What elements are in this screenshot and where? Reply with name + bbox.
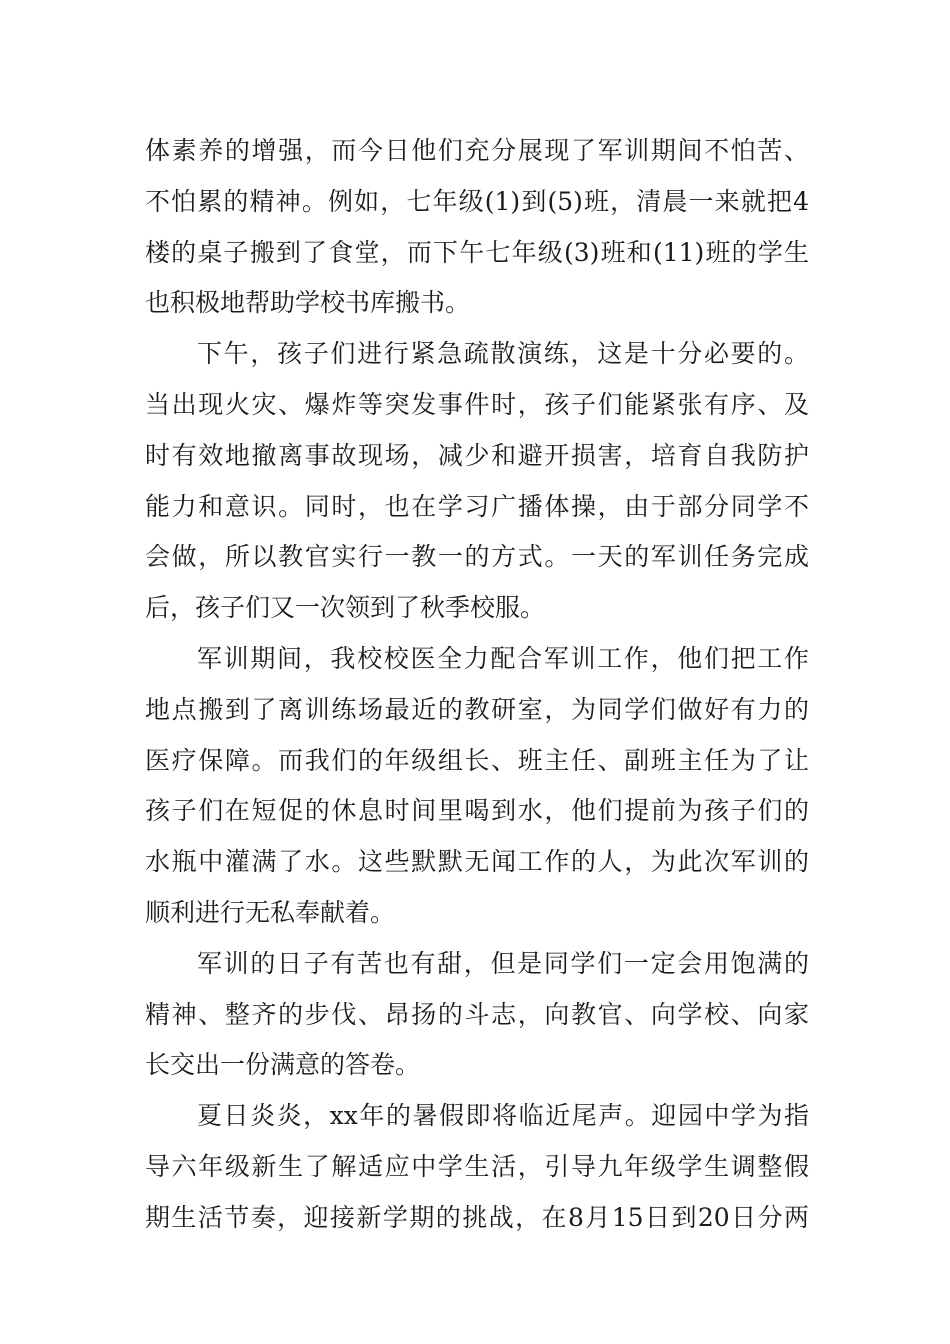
text-line: 孩子们在短促的休息时间里喝到水，他们提前为孩子们的 [145,796,809,826]
text-line: 体素养的增强，而今日他们充分展现了军训期间不怕苦、 [145,136,809,165]
text-line: 当出现火灾、爆炸等突发事件时，孩子们能紧张有序、及 [145,389,809,419]
text-line: 医疗保障。而我们的年级组长、班主任、副班主任为了让 [145,745,809,775]
text-line: 水瓶中灌满了水。这些默默无闻工作的人，为此次军训的 [145,847,809,877]
paragraph-first-line: 下午，孩子们进行紧急疏散演练，这是十分必要的。 [197,339,809,369]
document-body [145,126,809,1244]
text-line: 长交出一份满意的答卷。 [145,1050,421,1080]
text-line: 楼的桌子搬到了食堂，而下午七年级(3)班和(11)班的学生 [145,237,809,267]
text-line: 时有效地撤离事故现场，减少和避开损害，培育自我防护 [145,440,809,470]
text-line: 会做，所以教官实行一教一的方式。一天的军训任务完成 [145,542,809,572]
text-line: 能力和意识。同时，也在学习广播体操，由于部分同学不 [145,491,809,521]
paragraph-first-line: 军训的日子有苦也有甜，但是同学们一定会用饱满的 [197,948,809,978]
text-line: 顺利进行无私奉献着。 [145,897,396,927]
paragraph-first-line: 军训期间，我校校医全力配合军训工作，他们把工作 [197,643,809,673]
text-line: 导六年级新生了解适应中学生活，引导九年级学生调整假 [145,1151,809,1181]
paragraph-first-line: 夏日炎炎，xx年的暑假即将临近尾声。迎园中学为指 [197,1101,809,1131]
text-line: 精神、整齐的步伐、昂扬的斗志，向教官、向学校、向家 [145,999,809,1029]
text-line: 不怕累的精神。例如，七年级(1)到(5)班，清晨一来就把4 [145,186,809,216]
text-line: 期生活节奏，迎接新学期的挑战，在8月15日到20日分两 [145,1202,809,1232]
text-line: 后，孩子们又一次领到了秋季校服。 [145,593,546,623]
text-line: 也积极地帮助学校书库搬书。 [145,288,471,318]
text-line: 地点搬到了离训练场最近的教研室，为同学们做好有力的 [145,694,809,724]
